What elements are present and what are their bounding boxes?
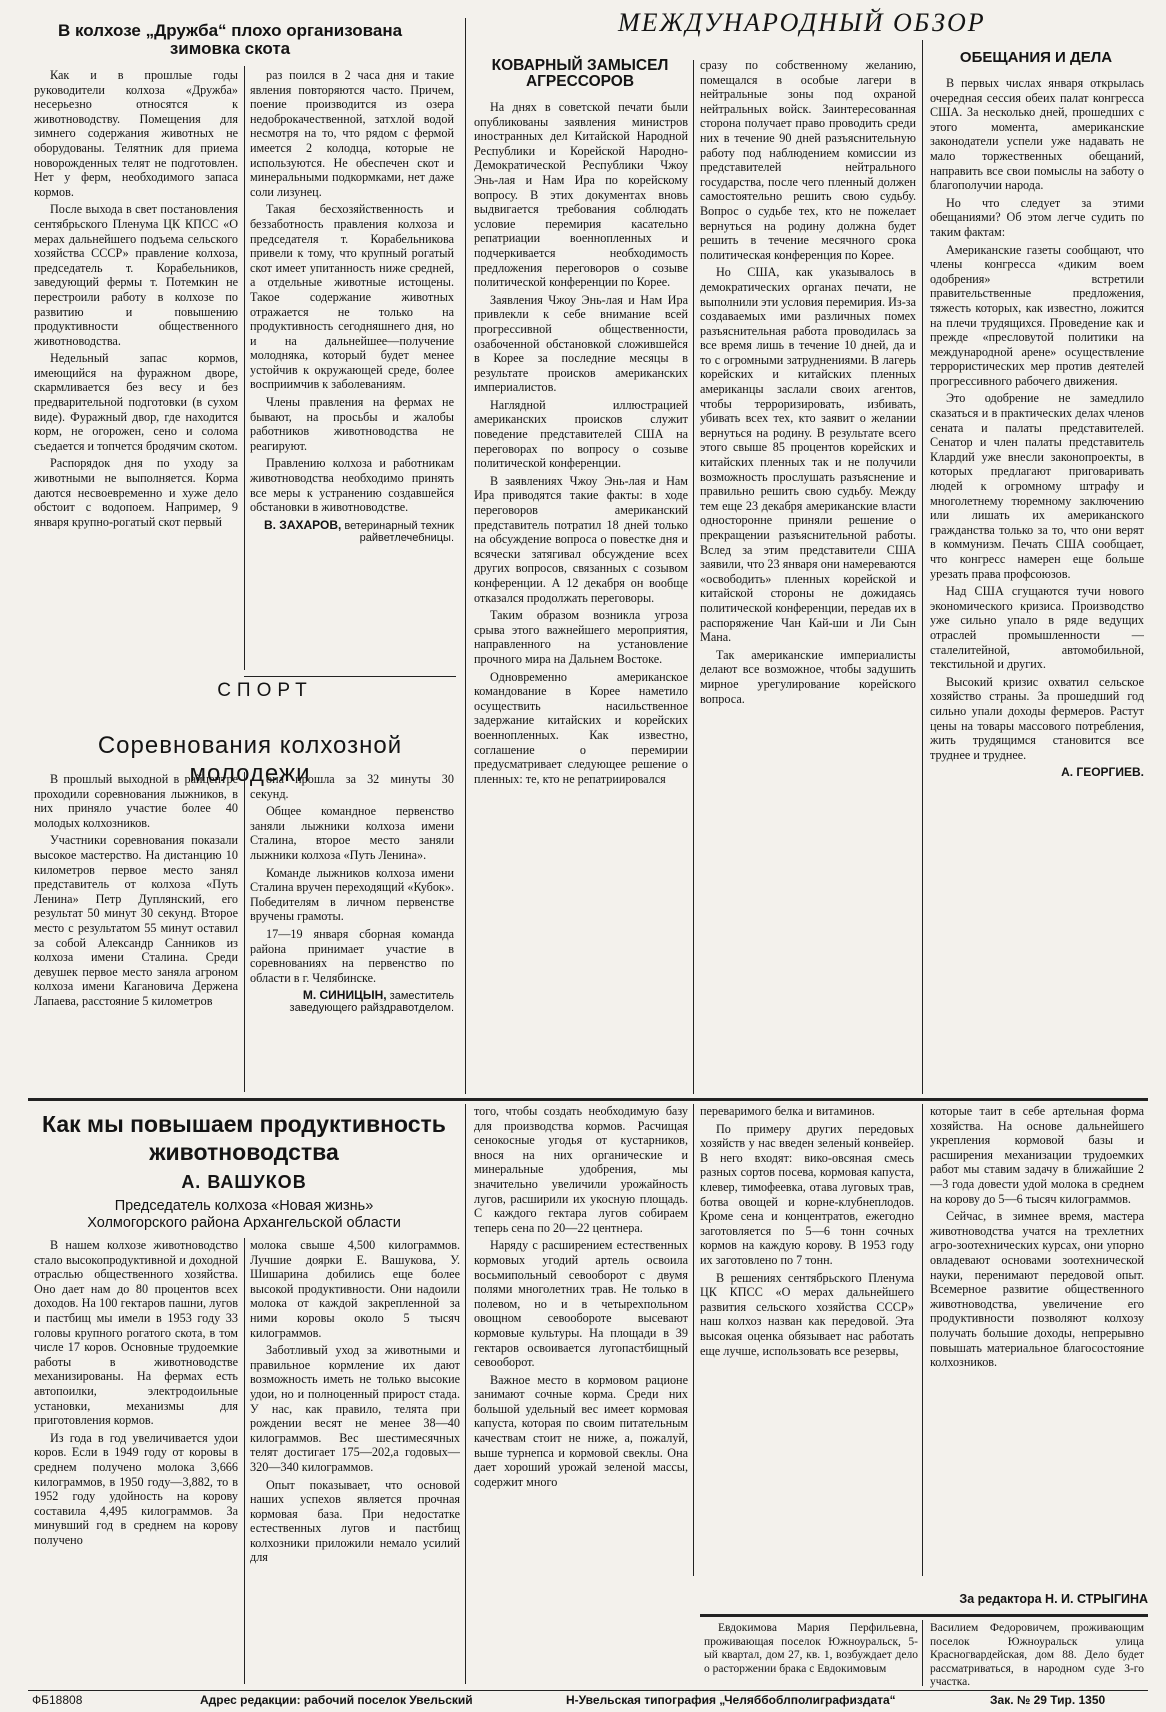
paragraph: раз поился в 2 часа дня и такие явления повторяются часто. Причем, поение производится из озера недоброкачественной, затхлой водой несмотря на то, что рядом с фермой имеется 2 колодца, которые не используются. Не обеспечен скот и минеральными подкормками, нет даже соли лизунец. xyxy=(250,68,454,199)
column-divider xyxy=(693,1104,694,1576)
paragraph: молока свыше 4,500 килограммов. Лучшие доярки Е. Вашукова, У. Шишарина добились еще более высокой продуктивности. Они надоили молока от каждой закрепленной за ними коровы около 5 тысяч килограммов. xyxy=(250,1238,460,1340)
paragraph: Но что следует за этими обещаниями? Об этом легче судить по таким фактам: xyxy=(930,195,1144,239)
paragraph: того, чтобы создать необходимую базу для производства кормов. Расчищая сенокосные угодья от кустарников, внося на них органические и минеральные удобрения, мы значительно увеличили урожайность лугов, расширили их укосную площадь. С каждого гектара лугов собираем теперь сена по 20—22 центнера. xyxy=(474,1104,688,1235)
paragraph: Общее командное первенство заняли лыжники колхоза имени Сталина, второе место заняли лыжники колхоза «Путь Ленина». xyxy=(250,804,454,862)
paragraph: После выхода в свет постановления сентябрьского Пленума ЦК КПСС «О мерах дальнейшего подъема сельского хозяйства СССР» правление колхоза, председатель т. Корабельников, заведующий фермы т. Потемкин не перестроили работу в колхозе по развитию и повышению продуктивности общественного животноводства. xyxy=(34,202,238,348)
signature: В. ЗАХАРОВ, ветеринарный техник райветлечебницы. xyxy=(263,517,454,544)
paragraph: переваримого белка и витаминов. xyxy=(700,1104,875,1118)
paragraph: Правлению колхоза и работникам животноводства необходимо принять все меры к устранению создавшейся обстановки в животноводстве. xyxy=(250,456,454,515)
paragraph: она прошла за 32 минуты 30 секунд. xyxy=(250,772,454,801)
article-druzhba-col1 xyxy=(34,68,238,672)
paragraph: Команде лыжников колхоза имени Сталина вручен переходящий «Кубок». Победителям в личном первенстве вручены грамоты. xyxy=(250,865,454,924)
sport-col2 xyxy=(250,772,454,1092)
section-divider xyxy=(28,1098,1148,1101)
column-divider xyxy=(465,18,466,1094)
paragraph: Высокий кризис охватил сельское хозяйство страны. За прошедший год сильно упали доходы фермеров. Растут цены на товары массового потребления, жить трудящимся становится все труднее и труднее. xyxy=(930,674,1144,762)
paragraph: Такая бесхозяйственность и беззаботность правления колхоза и председателя т. Корабельникова привели к тому, что крупный рогатый скот имеет упитанность ниже средней, а отдельные животные истощены. Такое содержание животных отражается не только на продуктивность сегодняшнего дня, но и на дальнейшее—получение молодняка, который будет менее устойчив к окружающей среде, более восприимчив к заболеваниям. xyxy=(250,202,454,392)
paragraph: Распорядок дня по уходу за животными не выполняется. Корма даются несвоевременно и хуже дело обстоит с водопоем. Например, 9 января крупно-рогатый скот первый xyxy=(34,456,238,529)
vashukov-role-line1: Председатель колхоза «Новая жизнь» xyxy=(114,1198,374,1214)
column-divider xyxy=(244,1238,245,1684)
footer-address: Адрес редакции: рабочий поселок Увельский xyxy=(200,1693,473,1707)
paragraph: Важное место в кормовом рационе занимают сочные корма. Среди них большой удельный вес имеет кормовая капуста, которая по своим питательным качествам стоит не ниже, а, пожалуй, выше турнепса и кормовой свеклы. Она дает хороший урожай зеленой массы, содержит много xyxy=(474,1372,688,1489)
paragraph: В прошлый выходной в райцентре проходили соревнования лыжников, в них приняло участие более 40 молодых колхозников. xyxy=(34,772,238,830)
paragraph: На днях в советской печати были опубликованы заявления министров иностранных дел Китайской Народной Республики и Корейской Народно-Демократической Республики Чжоу Энь-лая и Нам Ира по корейскому вопросу. В этих документах вновь выдвигается требования соблюдать условие перемирия касательно репатриации военнопленных и подчеркивается необходимость предложения переговоров о созыве политической конференции по Корее. xyxy=(474,100,688,290)
paragraph: Заявления Чжоу Энь-лая и Нам Ира привлекли к себе внимание всей прогрессивной общественности, озабоченной обстановкой сложившейся в Корее за последние месяцы в результате происков американских империалистов. xyxy=(474,292,688,395)
column-divider xyxy=(922,40,923,1094)
paragraph: Наряду с расширением естественных кормовых угодий артель освоила восьмипольный севооборот с двумя полями многолетних трав. Не только в полевом, но и в четырехпольном овощном севообороте высевают кормовые культуры. На площади в 39 гектаров освоивается лугопастбищный севооборот. xyxy=(474,1238,688,1370)
vashukov-author: А. ВАШУКОВ xyxy=(181,1172,307,1192)
paragraph: В нашем колхозе животноводство стало высокопродуктивной и доходной отраслью общественного хозяйства. Оно дает нам до 80 процентов всех доходов. На 100 гектаров пашни, лугов и пастбищ мы имели в 1953 году 33 головы крупного рогатого скота, в том числе 17 коров. Основные трудоемкие работы в животноводстве механизированы. На фермах есть автопоилки, электродоильные установки, механизмы для приготовления кормов. xyxy=(34,1238,238,1428)
column-divider xyxy=(922,1104,923,1576)
column-divider xyxy=(244,66,245,670)
paragraph: Над США сгущаются тучи нового экономического кризиса. Производство уже сильно упало в ряде ведущих отраслей промышленности —сталелитейной, автомобильной, текстильной и других. xyxy=(930,584,1144,672)
paragraph: сразу по собственному желанию, помещался в особые лагери в нейтральные зоны под охраной нейтральных войск. Заинтересованная сторона получает право проводить среди них в течение 90 дней разъяснительную работу под наблюдением комиссии из представителей нейтрального государства, после чего пленный должен самостоятельно решить свою судьбу. Вопрос о судьбе тех, кто не пожелает вернуться на родину должна будет решить в течение месячного срока политическая конференция по Корее. xyxy=(700,58,916,262)
article-druzhba-col2 xyxy=(250,68,454,672)
vashukov-col1 xyxy=(34,1238,238,1684)
sport-title: Соревнования колхозной молодежи xyxy=(97,731,403,787)
intl-article2-col xyxy=(930,76,1144,1092)
intl-article1-col2 xyxy=(700,58,916,1092)
paragraph: Из года в год увеличивается удои коров. Если в 1949 году от коровы в среднем получено молока 3,666 килограммов, в 1950 году—3,882, то в 1952 году удойность на корову составила 4,495 килограммов. За минувший год в среднем на корову получено xyxy=(34,1430,238,1547)
vashukov-title: Как мы повышаем продуктивность животноводства xyxy=(42,1111,446,1165)
divider xyxy=(244,676,456,677)
paragraph: Но США, как указывалось в демократических органах печати, не выполнили эти условия перемирия. Из-за создаваемых ими различных помех разъяснительная работа проводилась за все время лишь в течение 10 дней, да и то с огромными затруднениями. В лагерь корейских и китайских пленных американцы заслали своих агентов, чтобы терроризировать, избивать, убивать всех тех, кто заявит о желании вернуться на родину. В результате всего этого свыше 85 процентов корейских и китайских пленных так и не получили возможность прослушать разъяснение и правильно решить свою судьбу. Между тем еще 23 декабря американские власти односторонне приняли решение о прекращении разъяснительной работы. Вслед за этим представители США заявили, что 23 января они намереваются «освободить» пленных корейской и китайской стороны не дожидаясь политической конференции, передав их в распоряжение Чан Кай-ши и Ли Сын Мана. xyxy=(700,265,916,645)
paragraph: Как и в прошлые годы руководители колхоза «Дружба» несерьезно относятся к животноводству. Помещения для зимнего содержания животных не оборудованы. Телятник для приема новорожденных телят не подготовлен. Нет у ферм, необходимого запаса кормов. xyxy=(34,68,238,199)
paragraph: В заявлениях Чжоу Энь-лая и Нам Ира приводятся такие факты: в ходе переговоров американский представитель потратил 18 дней только на обсуждение вопроса о повестке дня и всячески затягивал обсуждение всех других вопросов, связанных с созывом конференции. А 12 декабря он вообще отказался продолжать переговоры. xyxy=(474,473,688,605)
intl-review-header: МЕЖДУНАРОДНЫЙ ОБЗОР xyxy=(618,8,986,37)
vashukov-role-line2: Холмогорского района Архангельской области xyxy=(87,1215,401,1231)
paragraph: Американские газеты сообщают, что члены конгресса «диким воем одобрения» встретили правительственные предложения, тяжесть которых, как известно, ложится на плечи трудящихся. Проведение как и прежде «пресловутой политики на международной арене» осуществление террористических мер против деятелей прогрессивного рабочего движения. xyxy=(930,242,1144,388)
paragraph: Так американские империалисты делают все возможное, чтобы задушить мирное урегулирование корейского вопроса. xyxy=(700,647,916,706)
footer-code: ФБ18808 xyxy=(32,1693,83,1707)
sport-col1 xyxy=(34,772,238,1092)
footer-order: Зак. № 29 Тир. 1350 xyxy=(990,1693,1106,1707)
column-divider xyxy=(922,1620,923,1686)
paragraph: В первых числах января открылась очередная сессия обеих палат конгресса США. За несколько дней, прошедших с этого момента, американские законодатели успели уже надавать не мало торжественных обещаний, направить все свои помыслы на заботу о благополучии народа. xyxy=(930,76,1144,193)
vashukov-col5 xyxy=(930,1104,1144,1576)
column-divider xyxy=(465,1104,466,1684)
paragraph: Василием Федоровичем, проживающим поселок Южноуральск улица Красногвардейская, дом 88. Дело будет рассматриваться, в народном суде 3-го участка. xyxy=(930,1622,1144,1688)
divider xyxy=(700,1614,1148,1617)
paragraph: Участники соревнования показали высокое мастерство. На дистанцию 10 километров первое место занял представитель от колхоза «Путь Ленина» Петр Дуплянский, его результат 50 минут 30 секунд. Второе место с результатом 55 минут оставил за собой Александр Санников из колхоза имени Сталина. Среди девушек первое место заняла агроном колхоза имени Кагановича Держена Лапаева, расстояние 5 километров xyxy=(34,833,238,1008)
article-druzhba-title: В колхозе „Дружба“ плохо организована зимовка скота xyxy=(57,21,403,58)
court-notice-left xyxy=(704,1622,918,1688)
paragraph: Недельный запас кормов, имеющийся на фуражном дворе, скармливается без весу и без предварительной подготовки (в сухом виде). Фуражный двор, где находится корм, не огорожен, сено и солома съедается и топчется бродячим скотом. xyxy=(34,351,238,453)
vashukov-col4 xyxy=(700,1104,914,1576)
signature: А. ГЕОРГИЕВ. xyxy=(1061,765,1144,780)
paragraph: 17—19 января сборная команда района принимает участие в соревнованиях на первенство по области в г. Челябинске. xyxy=(250,926,454,985)
paragraph: которые таит в себе артельная форма хозяйства. На основе дальнейшего укрепления кормовой базы и расширения механизации трудоемких работ мы ставим задачу в ближайшие 2—3 года довести удой молока в среднем на корову до 5—6 тысяч килограммов. xyxy=(930,1104,1144,1206)
paragraph: Евдокимова Мария Перфильевна, проживающая поселок Южноуральск, 5-ый квартал, дом 27, кв. 1, возбуждает дело о расторжении брака с Евдокимовым xyxy=(704,1622,918,1675)
paragraph: Одновременно американское командование в Корее наметило осуществить насильственное задержание китайских и корейских военнопленных. Как известно, соглашение о перемирии предусматривает следующее решение о пленных: те, кто не репатриировался xyxy=(474,669,688,786)
signature: М. СИНИЦЫН, заместитель заведующего райздравотделом. xyxy=(289,988,454,1015)
vashukov-col3 xyxy=(474,1104,688,1684)
sport-section-label: СПОРТ xyxy=(217,680,313,701)
paragraph: Опыт показывает, что основой наших успехов является прочная кормовая база. При недостатке естественных лугов и пастбищ колхозники приложили немало усилий для xyxy=(250,1477,460,1565)
paragraph: Таким образом возникла угроза срыва этого важнейшего мероприятия, направленного на установление прочного мира на Дальнем Востоке. xyxy=(474,608,688,666)
paragraph: Заботливый уход за животными и правильное кормление их дают возможность иметь не только высокие удои, но и полноценный прирост стада. У нас, как правило, телята при рождении весят не менее 38—40 килограммов. Вес шестимесячных телят достигает 175—202,а годовых—320—340 килограммов. xyxy=(250,1343,460,1474)
column-divider xyxy=(244,772,245,1092)
paragraph: Это одобрение не замедлило сказаться и в практических делах членов сената и палаты представителей. Сенатор и член палаты представитель Клардий уже внесли законопроекты, в которых предлагают приговаривать людей к огромному штрафу и многолетнему тюремному заключению или лишать их американского гражданства только за то, что они верят в коммунизм. Печать США сообщает, что конгресс намерен еще больше урезать права профсоюзов. xyxy=(930,391,1144,581)
paragraph: Сейчас, в зимнее время, мастера животноводства учатся на трехлетних агро-зоотехнических курсах, они упорно овладевают основами зоотехнической науки, перенимают передовой опыт. Всемерное развитие общественного животноводства, увеличение его продуктивности позволяют колхозу получать большие доходы, непрерывно повышать материальное благосостояние колхозников. xyxy=(930,1209,1144,1370)
vashukov-col2 xyxy=(250,1238,460,1684)
footer-divider xyxy=(28,1690,1148,1691)
court-notice-right xyxy=(930,1622,1144,1688)
paragraph: По примеру других передовых хозяйств у нас введен зеленый конвейер. В него входят: вико-овсяная смесь разных сортов посева, кормовая капуста, клевер, тимофеевка, отава луговых трав, ботва овощей и корне-клубнеплодов. Кроме сена и концентратов, ежегодно заготовляется по 5—6 тонн сочных кормов на каждую корову. В 1953 году их заготовлено по 7 тонн. xyxy=(700,1121,914,1267)
paragraph: Наглядной иллюстрацией американских происков служит поведение представителей США на переговорах по вопросу о созыве политической конференции. xyxy=(474,397,688,471)
footer-printer: Н-Увельская типография „Челяббоблполиграфиздата“ xyxy=(566,1693,896,1707)
paragraph: В решениях сентябрьского Пленума ЦК КПСС «О мерах дальнейшего развития сельского хозяйства СССР» наш колхоз назван как передовой. Эта высокая оценка обязывает нас работать еще лучше, использовать все резервы, xyxy=(700,1270,914,1358)
intl-article1-title: КОВАРНЫЙ ЗАМЫСЕЛ АГРЕССОРОВ xyxy=(491,57,669,91)
intl-article2-title: ОБЕЩАНИЯ И ДЕЛА xyxy=(959,49,1113,66)
editor-line: За редактора Н. И. СТРЫГИНА xyxy=(959,1592,1148,1606)
intl-article1-col1 xyxy=(474,100,688,1092)
column-divider xyxy=(693,60,694,1094)
paragraph: Члены правления на фермах не бывают, на просьбы и жалобы работников животноводства не реагируют. xyxy=(250,395,454,453)
